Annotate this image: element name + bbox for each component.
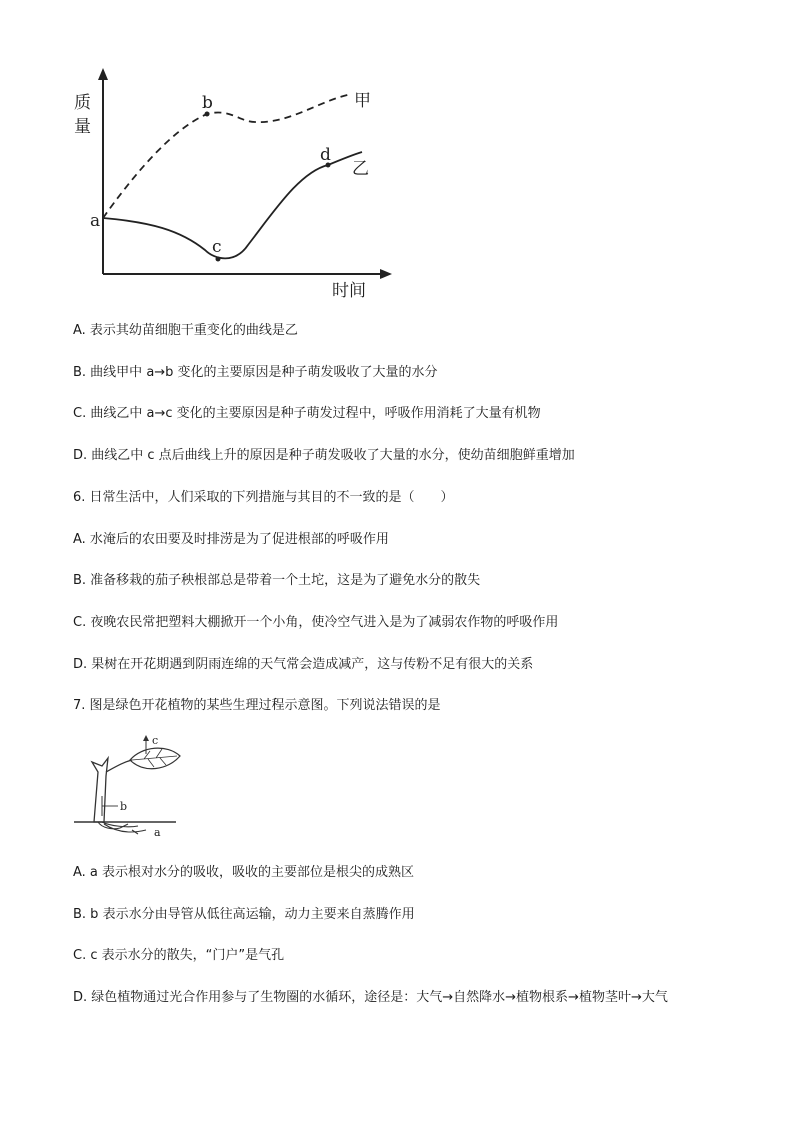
leaf-petiole [106,760,132,772]
q7-option-d: D. 绿色植物通过光合作用参与了生物圈的水循环，途径是：大气→自然降水→植物根系→植物茎叶→大气 [73,990,668,1005]
q7-option-a: A. a 表示根对水分的吸收，吸收的主要部位是根尖的成熟区 [73,865,415,880]
point-c-label: c [212,237,222,257]
point-d-label: d [320,145,331,165]
q7-stem: 7. 图是绿色开花植物的某些生理过程示意图。下列说法错误的是 [73,698,441,713]
q5-option-b: B. 曲线甲中 a→b 变化的主要原因是种子萌发吸收了大量的水分 [73,365,438,380]
roots [98,822,146,834]
plant-water-diagram [72,732,184,840]
q5-option-a: A. 表示其幼苗细胞干重变化的曲线是乙 [73,323,298,338]
mass-time-graph [70,60,410,305]
point-a-label: a [90,211,101,231]
y-axis-label-1: 质 [74,93,91,113]
series-yi-label: 乙 [352,159,369,179]
q5-option-d: D. 曲线乙中 c 点后曲线上升的原因是种子萌发吸收了大量的水分，使幼苗细胞鲜重增加 [73,448,575,463]
q6-option-d: D. 果树在开花期遇到阴雨连绵的天气常会造成减产，这与传粉不足有很大的关系 [73,657,534,672]
q6-option-c: C. 夜晚农民常把塑料大棚掀开一个小角，使冷空气进入是为了减弱农作物的呼吸作用 [73,615,559,630]
q6-option-b: B. 准备移栽的茄子秧根部总是带着一个土坨，这是为了避免水分的散失 [73,573,481,588]
q5-option-c: C. 曲线乙中 a→c 变化的主要原因是种子萌发过程中，呼吸作用消耗了大量有机物 [73,406,541,421]
label-a: a [154,826,161,839]
label-c: c [152,734,159,747]
y-axis-arrow [98,68,108,80]
q6-stem: 6. 日常生活中，人们采取的下列措施与其目的不一致的是（ ） [73,490,454,505]
point-c-dot [216,257,221,262]
arrow-c-head [143,735,149,741]
q7-option-c: C. c 表示水分的散失，“门户”是气孔 [73,948,285,963]
q6-option-a: A. 水淹后的农田要及时排涝是为了促进根部的呼吸作用 [73,532,389,547]
q7-option-b: B. b 表示水分由导管从低往高运输，动力主要来自蒸腾作用 [73,907,415,922]
x-axis-label: 时间 [332,281,366,301]
y-axis-label-2: 量 [74,117,91,137]
stem [92,758,108,822]
curve-jia [103,94,352,218]
point-b-label: b [202,93,213,113]
series-jia-label: 甲 [354,91,371,111]
x-axis-arrow [380,269,392,279]
leaf [130,748,180,769]
label-b: b [120,800,128,813]
